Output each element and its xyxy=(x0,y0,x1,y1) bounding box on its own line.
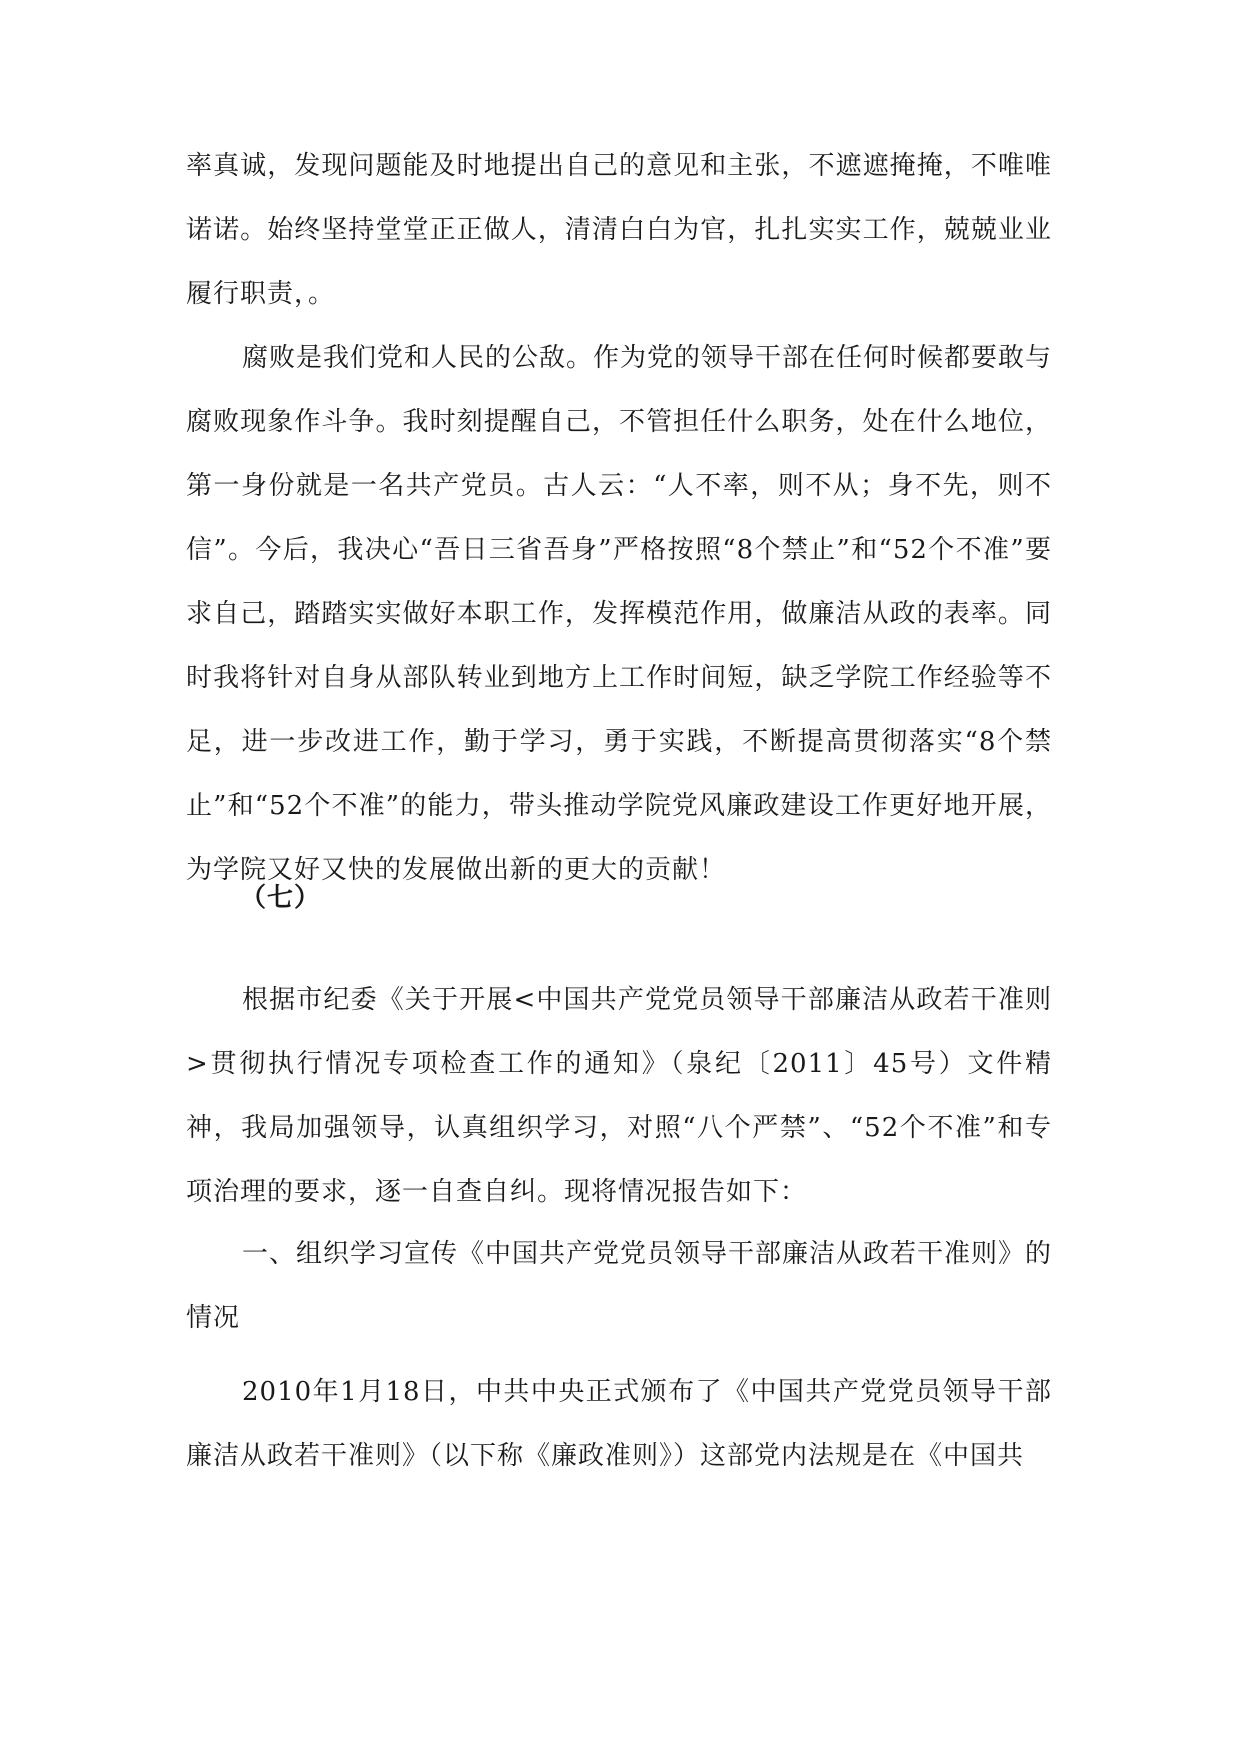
paragraph-1: 率真诚，发现问题能及时地提出自己的意见和主张，不遮遮掩掩，不唯唯诺诺。始终坚持堂堂正正做人，清清白白为官，扎扎实实工作，兢兢业业履行职责，。 xyxy=(186,151,1052,309)
paragraph-3: 根据市纪委《关于开展<中国共产党党员领导干部廉洁从政若干准则>贯彻执行情况专项检查工作的通知》（泉纪〔2011〕45号）文件精神，我局加强领导，认真组织学习，对照“八个严禁”、“52个不准”和专项治理的要求，逐一自查自纠。现将情况报告如下： xyxy=(186,985,1052,1207)
section-heading: （七） xyxy=(240,883,322,913)
paragraph-2: 腐败是我们党和人民的公敌。作为党的领导干部在任何时候都要敢与腐败现象作斗争。我时刻提醒自己，不管担任什么职务，处在什么地位，第一身份就是一名共产党员。古人云：“人不率，则不从；身不先，则不信”。今后，我决心“吾日三省吾身”严格按照“8个禁止”和“52个不准”要求自己，踏踏实实做好本职工作，发挥模范作用，做廉洁从政的表率。同时我将针对自身从部队转业到地方上工作时间短，缺乏学院工作经验等不足，进一步改进工作，勤于学习，勇于实践，不断提高贯彻落实“8个禁止”和“52个不准”的能力，带头推动学院党风廉政建设工作更好地开展，为学院又好又快的发展做出新的更大的贡献！ xyxy=(186,343,1053,885)
paragraph-5: 2010年1月18日，中共中央正式颁布了《中国共产党党员领导干部廉洁从政若干准则》（以下称《廉政准则》）这部党内法规是在《中国共 xyxy=(186,1377,1052,1471)
paragraph-4: 一、组织学习宣传《中国共产党党员领导干部廉洁从政若干准则》的情况 xyxy=(186,1239,1053,1333)
